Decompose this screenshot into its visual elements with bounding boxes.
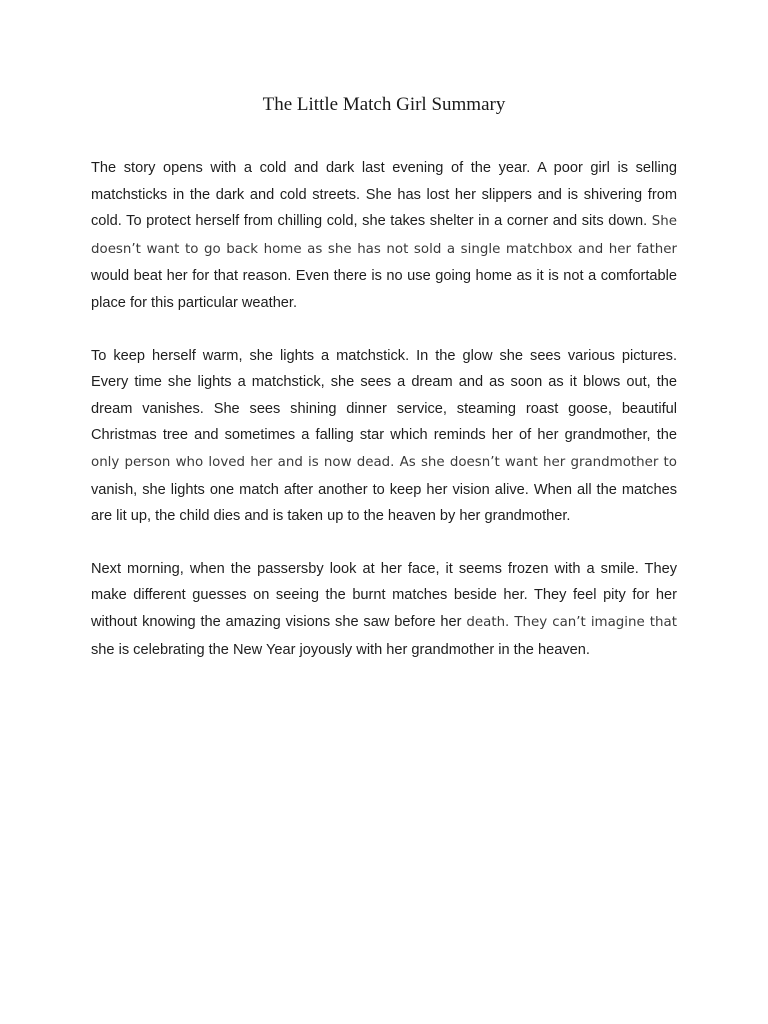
paragraph-1-segment-3: would beat her for that reason. Even there is no use going home as it is not a comfortable place for this particular weather. bbox=[91, 268, 677, 311]
paragraph-2-segment-3: vanish, she lights one match after another to keep her vision alive. When all the matches are lit up, the child dies and is taken up to the heaven by her grandmother. bbox=[91, 481, 677, 525]
paragraph-2-segment-2: only person who loved her and is now dead. As she doesn’t want her grandmother to bbox=[91, 454, 677, 470]
paragraph-1 bbox=[91, 155, 677, 317]
paragraph-1-segment-1: The story opens with a cold and dark last evening of the year. A poor girl is selling matchsticks in the dark and cold streets. She has lost her slippers and is shivering from cold. To protect herself from chilling cold, she takes shelter in a corner and sits down. bbox=[91, 160, 677, 230]
paragraph-3-segment-1: Next morning, when the passersby look at her face, it seems frozen with a smile. They make different guesses on seeing the burnt matches beside her. They feel pity for her without knowing the amazing visions she saw before her bbox=[91, 560, 677, 630]
paragraph-2 bbox=[91, 343, 677, 530]
document-body bbox=[91, 155, 677, 689]
paragraph-3-segment-3: she is celebrating the New Year joyously with her grandmother in the heaven. bbox=[91, 641, 590, 658]
document-title: The Little Match Girl Summary bbox=[262, 94, 506, 115]
paragraph-3 bbox=[91, 556, 677, 663]
paragraph-1-segment-2: She doesn’t want to go back home as she has not sold a single matchbox and her father bbox=[91, 214, 677, 257]
paragraph-3-segment-2: death. They can’t imagine that bbox=[466, 614, 677, 630]
paragraph-2-segment-1: To keep herself warm, she lights a matchstick. In the glow she sees various pictures. Every time she lights a matchstick, she sees a dream and as soon as it blows out, the dream vanishes. She sees shining dinner service, steaming roast goose, beautiful Christmas tree and sometimes a falling star which reminds her of her grandmother, the bbox=[91, 347, 677, 444]
